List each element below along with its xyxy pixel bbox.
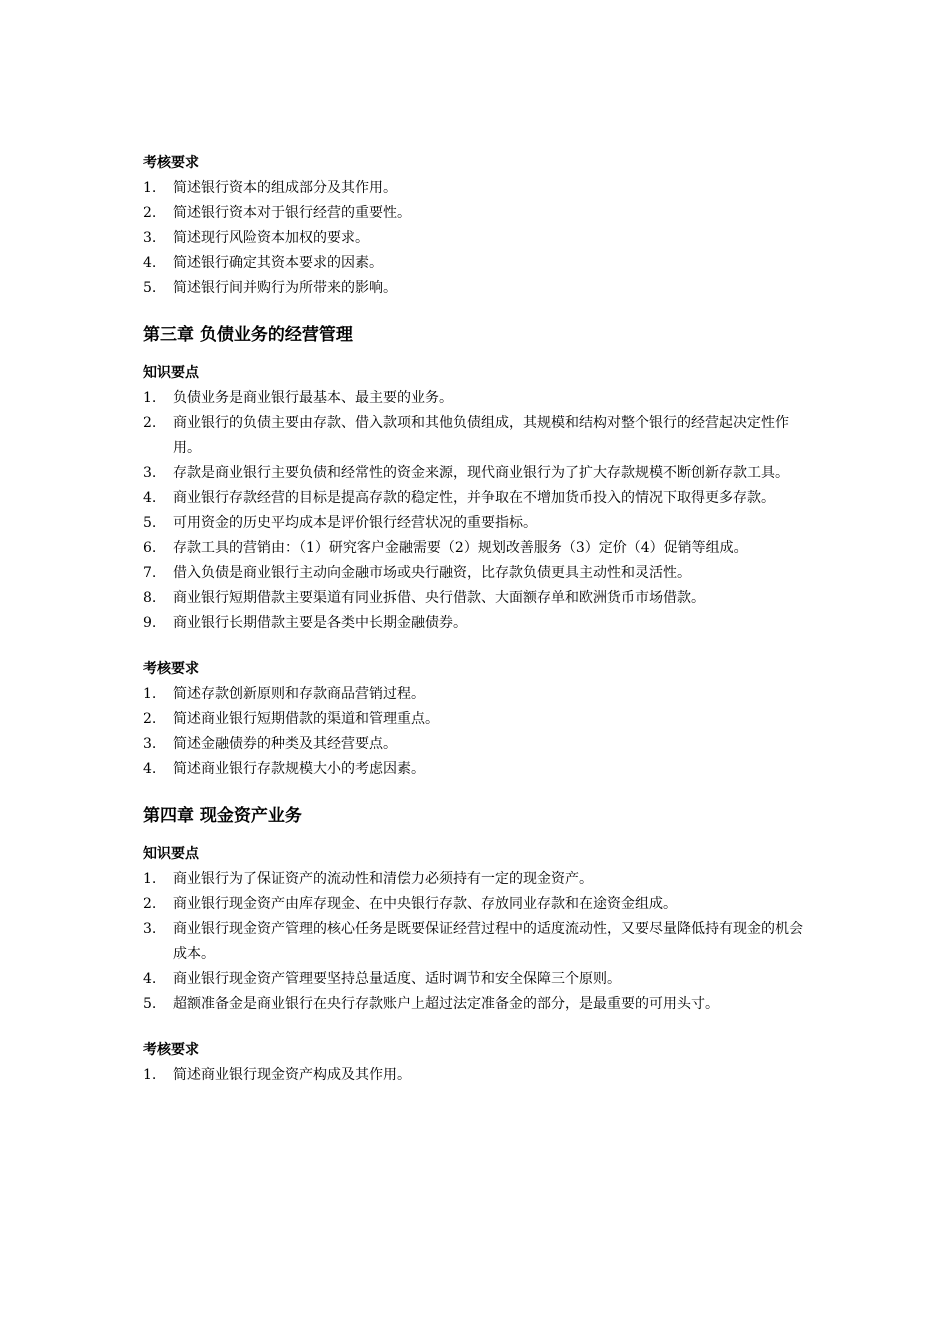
item-number: 2. [143, 415, 157, 431]
list-item [143, 561, 811, 586]
item-text: 商业银行的负债主要由存款、借入款项和其他负债组成，其规模和结构对整个银行的经营起决定性作用。 [173, 415, 789, 456]
list-item [143, 201, 811, 226]
list-item [143, 892, 811, 917]
chapter4-req-list [143, 1063, 811, 1088]
chapter3-title: 第三章 负债业务的经营管理 [143, 325, 353, 345]
list-item [143, 276, 811, 301]
item-number: 5. [143, 515, 157, 531]
list-item [143, 461, 811, 486]
item-number: 4. [143, 971, 157, 987]
item-text: 简述银行资本的组成部分及其作用。 [173, 180, 397, 196]
item-text: 商业银行现金资产由库存现金、在中央银行存款、存放同业存款和在途资金组成。 [173, 896, 677, 912]
chapter3-req-title: 考核要求 [143, 661, 199, 677]
item-text: 简述银行间并购行为所带来的影响。 [173, 280, 397, 296]
item-number: 2. [143, 896, 157, 912]
item-text: 简述商业银行短期借款的渠道和管理重点。 [173, 711, 439, 727]
section1-req-title: 考核要求 [143, 155, 199, 171]
list-item [143, 967, 811, 992]
chapter4-req-title: 考核要求 [143, 1042, 199, 1058]
list-item [143, 176, 811, 201]
item-text: 负债业务是商业银行最基本、最主要的业务。 [173, 390, 453, 406]
chapter4-points-list [143, 867, 811, 1017]
list-item [143, 536, 811, 561]
list-item [143, 682, 811, 707]
list-item [143, 867, 811, 892]
chapter4-points-title: 知识要点 [143, 846, 199, 862]
item-text: 商业银行现金资产管理要坚持总量适度、适时调节和安全保障三个原则。 [173, 971, 621, 987]
list-item [143, 386, 811, 411]
item-text: 商业银行短期借款主要渠道有同业拆借、央行借款、大面额存单和欧洲货币市场借款。 [173, 590, 705, 606]
item-number: 5. [143, 996, 157, 1012]
item-text: 商业银行为了保证资产的流动性和清偿力必须持有一定的现金资产。 [173, 871, 593, 887]
item-text: 简述存款创新原则和存款商品营销过程。 [173, 686, 425, 702]
list-item [143, 511, 811, 536]
item-text: 借入负债是商业银行主动向金融市场或央行融资，比存款负债更具主动性和灵活性。 [173, 565, 691, 581]
list-item [143, 226, 811, 251]
item-number: 3. [143, 736, 157, 752]
item-number: 4. [143, 490, 157, 506]
item-number: 5. [143, 280, 157, 296]
chapter4-title: 第四章 现金资产业务 [143, 806, 302, 826]
chapter3-points-title: 知识要点 [143, 365, 199, 381]
item-text: 存款工具的营销由：（1）研究客户金融需要（2）规划改善服务（3）定价（4）促销等组成。 [173, 540, 748, 556]
item-text: 简述商业银行现金资产构成及其作用。 [173, 1067, 411, 1083]
item-text: 简述金融债券的种类及其经营要点。 [173, 736, 397, 752]
list-item [143, 757, 811, 782]
list-item [143, 1063, 811, 1088]
list-item [143, 251, 811, 276]
item-number: 7. [143, 565, 157, 581]
section1-req-list [143, 176, 811, 301]
document-page [143, 151, 811, 1088]
item-text: 可用资金的历史平均成本是评价银行经营状况的重要指标。 [173, 515, 537, 531]
list-item [143, 917, 811, 967]
item-number: 3. [143, 921, 157, 937]
list-item [143, 732, 811, 757]
item-number: 1. [143, 1067, 157, 1083]
item-text: 简述银行资本对于银行经营的重要性。 [173, 205, 411, 221]
item-text: 简述银行确定其资本要求的因素。 [173, 255, 383, 271]
item-number: 8. [143, 590, 157, 606]
item-number: 3. [143, 230, 157, 246]
list-item [143, 707, 811, 732]
list-item [143, 586, 811, 611]
item-text: 简述现行风险资本加权的要求。 [173, 230, 369, 246]
list-item [143, 486, 811, 511]
item-number: 1. [143, 686, 157, 702]
list-item [143, 411, 811, 461]
item-number: 3. [143, 465, 157, 481]
item-number: 9. [143, 615, 157, 631]
item-text: 存款是商业银行主要负债和经常性的资金来源，现代商业银行为了扩大存款规模不断创新存款工具。 [173, 465, 789, 481]
item-number: 1. [143, 180, 157, 196]
item-text: 商业银行长期借款主要是各类中长期金融债券。 [173, 615, 467, 631]
item-text: 简述商业银行存款规模大小的考虑因素。 [173, 761, 425, 777]
list-item [143, 611, 811, 636]
chapter3-points-list [143, 386, 811, 636]
item-number: 2. [143, 711, 157, 727]
item-number: 1. [143, 871, 157, 887]
list-item [143, 992, 811, 1017]
item-text: 商业银行存款经营的目标是提高存款的稳定性，并争取在不增加货币投入的情况下取得更多存款。 [173, 490, 775, 506]
item-number: 4. [143, 255, 157, 271]
chapter3-req-list [143, 682, 811, 782]
item-number: 6. [143, 540, 157, 556]
item-text: 商业银行现金资产管理的核心任务是既要保证经营过程中的适度流动性，又要尽量降低持有现金的机会成本。 [173, 921, 803, 962]
item-number: 2. [143, 205, 157, 221]
item-number: 1. [143, 390, 157, 406]
item-text: 超额准备金是商业银行在央行存款账户上超过法定准备金的部分，是最重要的可用头寸。 [173, 996, 719, 1012]
item-number: 4. [143, 761, 157, 777]
